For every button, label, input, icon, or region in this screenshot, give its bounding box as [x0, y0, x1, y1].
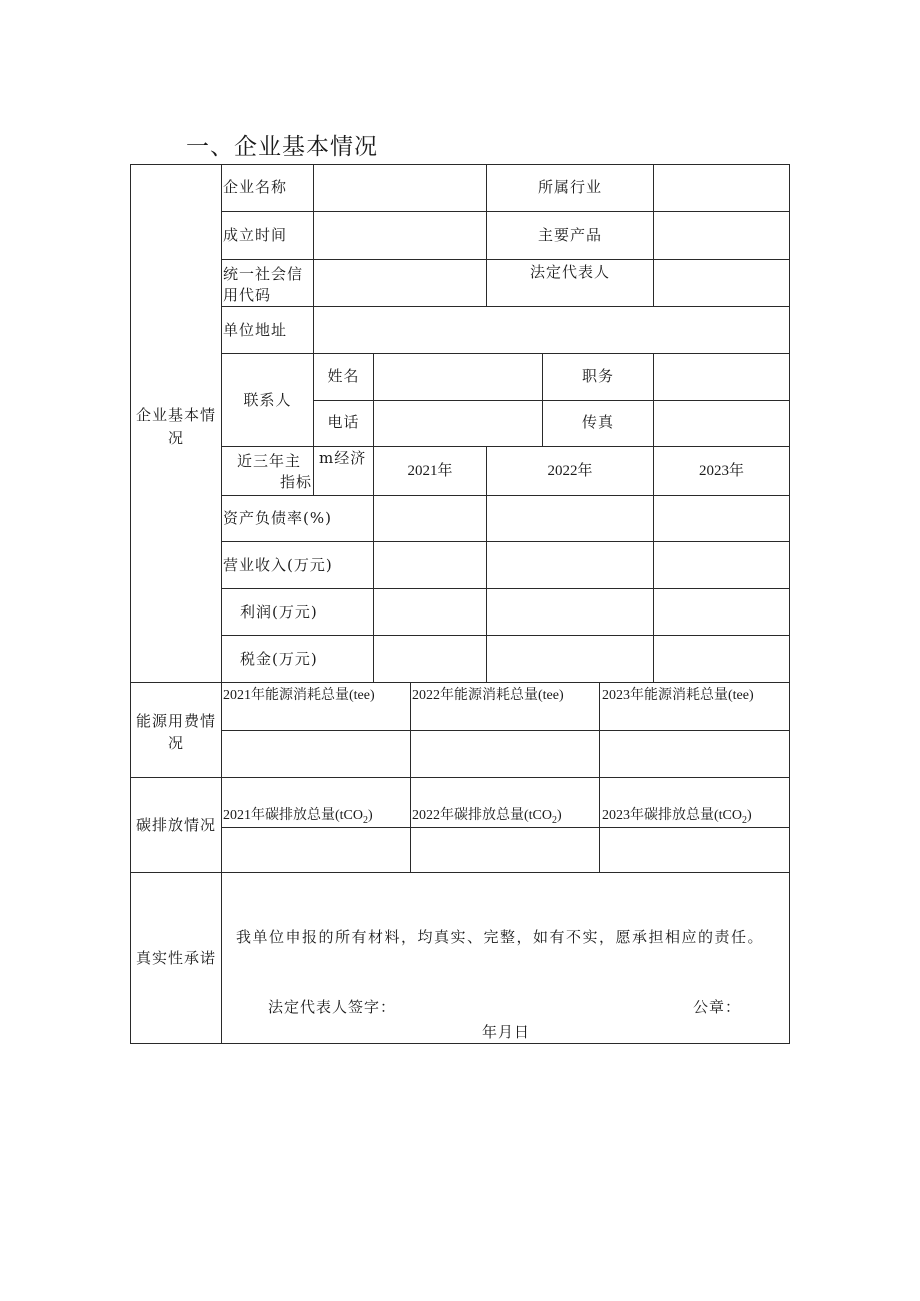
grid-line [221, 588, 790, 589]
signature-label: 法定代表人签字： [268, 998, 397, 1016]
grid-line [221, 827, 790, 828]
group-label-pledge: 真实性承诺 [135, 949, 216, 967]
grid-line [221, 164, 222, 1044]
group-label-energy: 能源用费情况 [135, 712, 216, 752]
phone-label: 电话 [327, 413, 360, 431]
grid-line [789, 164, 790, 1044]
grid-line [221, 541, 790, 542]
legal-rep-label: 法定代表人 [529, 263, 610, 281]
main-products-label: 主要产品 [537, 226, 602, 244]
grid-line [221, 446, 790, 447]
energy-header-2022: 2022年能源消耗总量(tee) [412, 688, 564, 703]
grid-line [130, 1043, 790, 1044]
grid-line [313, 164, 314, 306]
established-label: 成立时间 [223, 226, 288, 244]
econ-label-line1: 近三年主 [237, 452, 302, 470]
grid-line [130, 164, 790, 165]
grid-line [221, 259, 790, 260]
indicator-row-label: 税金(万元) [240, 650, 318, 668]
energy-header-2023: 2023年能源消耗总量(tee) [602, 688, 754, 703]
contact-label: 联系人 [243, 391, 292, 409]
grid-line [221, 730, 790, 731]
name-label: 姓名 [327, 367, 360, 385]
grid-line [599, 682, 600, 873]
company-name-label: 企业名称 [223, 178, 288, 196]
carbon-header-2022: 2022年碳排放总量(tCO$_2$) [412, 808, 562, 826]
energy-header-2021: 2021年能源消耗总量(tee) [223, 688, 375, 703]
grid-line [653, 164, 654, 306]
grid-line [486, 446, 487, 683]
indicator-row-label: 利润(万元) [240, 603, 318, 621]
grid-line [221, 211, 790, 212]
grid-line [373, 353, 374, 683]
section-title: 一、企业基本情况 [186, 134, 378, 160]
position-label: 职务 [581, 367, 614, 385]
grid-line [130, 777, 790, 778]
grid-line [130, 682, 790, 683]
grid-line [313, 306, 314, 495]
carbon-header-2021: 2021年碳排放总量(tCO$_2$) [223, 808, 373, 826]
grid-line [221, 353, 790, 354]
indicator-row-label: 营业收入(万元) [223, 556, 333, 574]
seal-label: 公章： [693, 998, 742, 1016]
credit-code-label: 统一社会信用代码 [223, 265, 304, 304]
group-label-basic: 企业基本情况 [135, 406, 216, 447]
grid-line [221, 635, 790, 636]
pledge-statement: 我单位申报的所有材料，均真实、完整，如有不实，愿承担相应的责任。 [236, 928, 765, 946]
date-label: 年月日 [482, 1023, 531, 1041]
year-header-2021: 2021年 [407, 463, 453, 479]
industry-label: 所属行业 [537, 178, 602, 196]
indicator-row-label: 资产负债率(%) [223, 509, 332, 527]
fax-label: 传真 [581, 413, 614, 431]
group-label-carbon: 碳排放情况 [135, 816, 216, 834]
econ-label-line2: 指标 [280, 473, 313, 491]
grid-line [653, 353, 654, 683]
grid-line [221, 306, 790, 307]
carbon-header-2023: 2023年碳排放总量(tCO$_2$) [602, 808, 752, 826]
grid-line [221, 495, 790, 496]
address-label: 单位地址 [223, 321, 288, 339]
grid-line [130, 872, 790, 873]
year-header-2022: 2022年 [547, 463, 593, 479]
year-header-2023: 2023年 [698, 463, 744, 479]
grid-line [130, 164, 131, 1044]
econ-label-overlap: m经济 [319, 449, 367, 467]
grid-line [313, 400, 790, 401]
grid-line [410, 682, 411, 873]
